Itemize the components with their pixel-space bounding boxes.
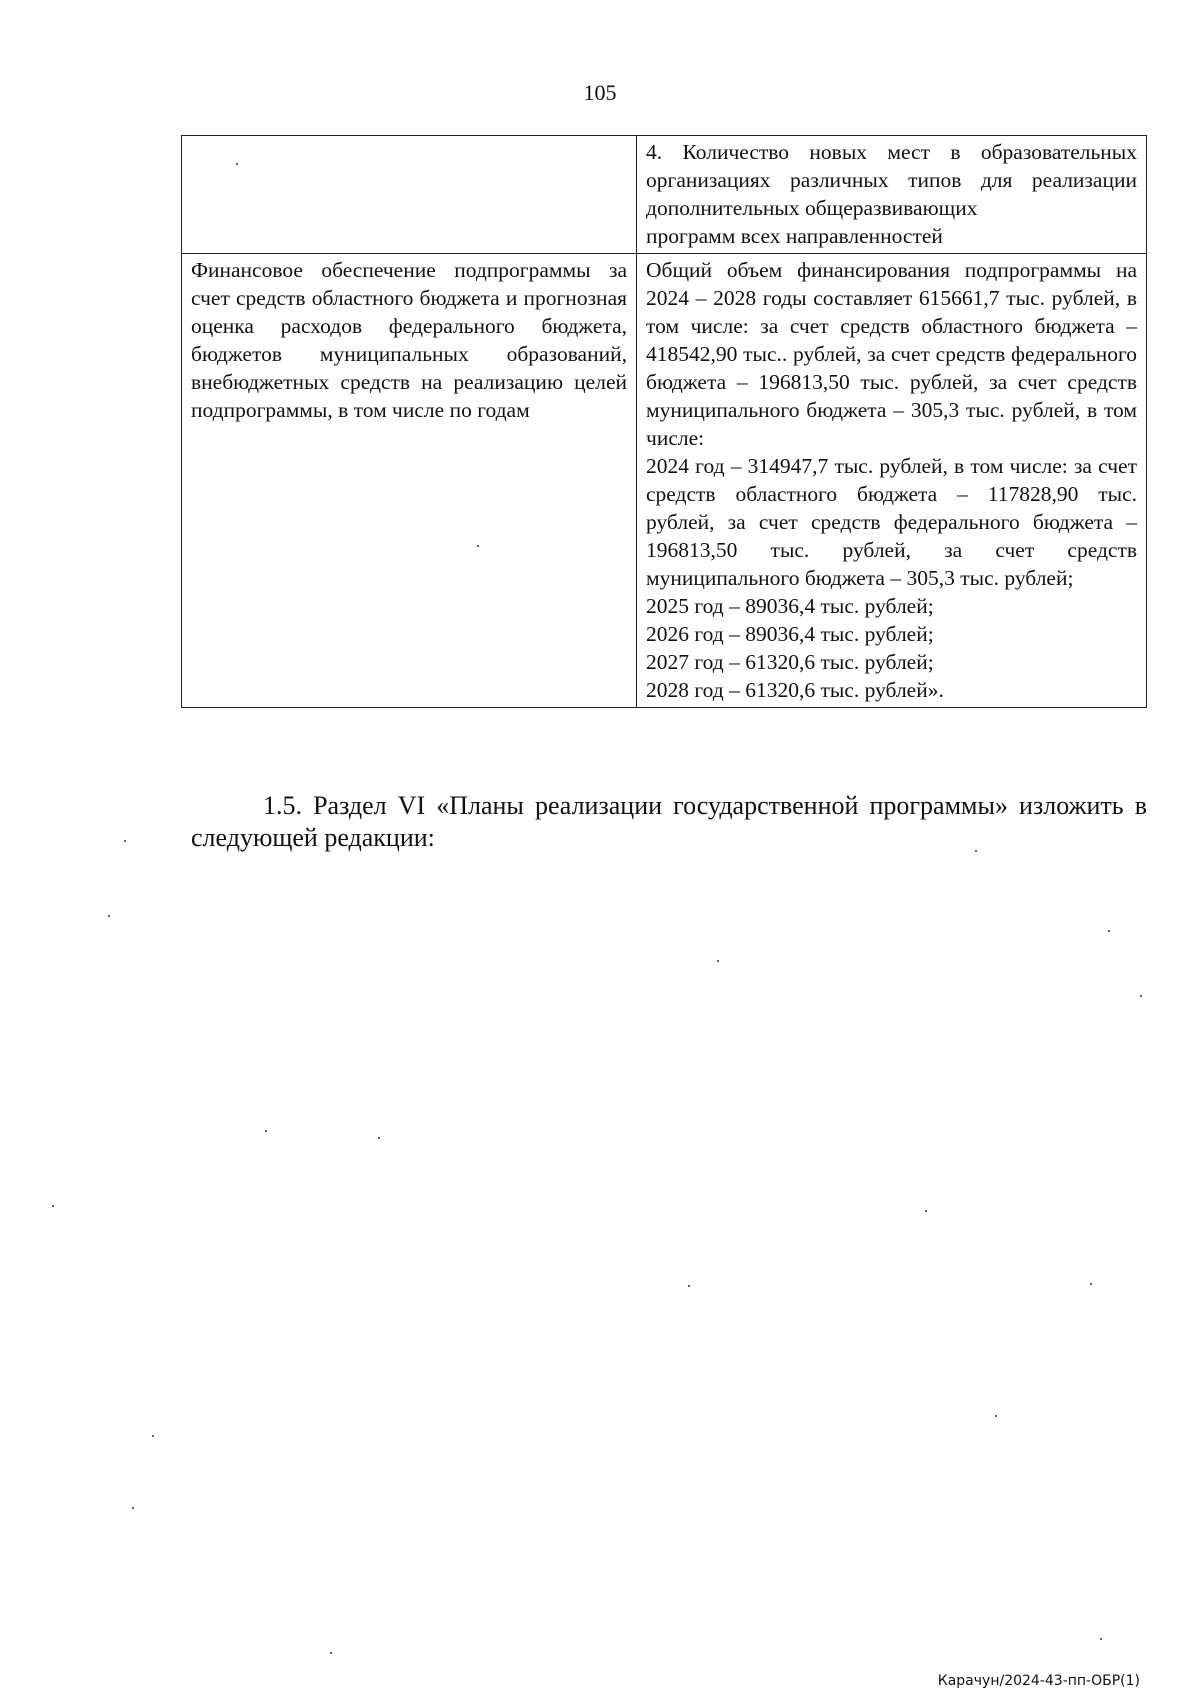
financing-2026-text: 2026 год – 89036,4 тыс. рублей; xyxy=(646,622,934,646)
scan-speck xyxy=(132,1507,134,1509)
scan-speck xyxy=(925,1210,927,1212)
scan-speck xyxy=(236,163,238,165)
indicator-text-tail: программ всех направленностей xyxy=(646,224,943,248)
scan-speck xyxy=(688,1285,690,1287)
scan-speck xyxy=(330,1652,332,1654)
indicator-text: 4. Количество новых мест в образовательных организациях различных типов для реализации дополнительных общеразвивающих xyxy=(646,140,1137,220)
scan-speck xyxy=(378,1137,380,1139)
scan-speck xyxy=(1100,1638,1102,1640)
scan-speck xyxy=(152,1435,154,1437)
document-code: Карачун/2024-43-пп-ОБР(1) xyxy=(937,1673,1140,1689)
passport-table xyxy=(181,135,1147,708)
financing-2028-text: 2028 год – 61320,6 тыс. рублей». xyxy=(646,678,944,702)
table-row xyxy=(182,136,1147,254)
scan-speck xyxy=(975,850,977,852)
financing-total-text: Общий объем финансирования подпрограммы на 2024 – 2028 годы составляет 615661,7 тыс. рублей, в том числе: за счет средств областного бюджета – 418542,90 тыс.. рублей, за счет средств федерального бюджета – 196813,50 тыс. рублей, за счет средств муниципального бюджета – 305,3 тыс. рублей, в том числе: xyxy=(646,258,1137,450)
scan-speck xyxy=(995,1415,997,1417)
scan-speck xyxy=(717,960,719,962)
scan-speck xyxy=(1090,1283,1092,1285)
scan-speck xyxy=(1108,930,1110,932)
scan-speck xyxy=(124,840,126,842)
financing-2025-text: 2025 год – 89036,4 тыс. рублей; xyxy=(646,594,934,618)
table-row xyxy=(182,254,1147,708)
financing-label-cell: Финансовое обеспечение подпрограммы за счет средств областного бюджета и прогнозная оценка расходов федерального бюджета, бюджетов муниципальных образований, внебюджетных средств на реализацию целей подпрограммы, в том числе по годам xyxy=(182,254,637,708)
financing-2027-text: 2027 год – 61320,6 тыс. рублей; xyxy=(646,650,934,674)
scan-speck xyxy=(52,1205,54,1207)
financing-value-cell xyxy=(637,254,1147,708)
table-cell-empty xyxy=(182,136,637,254)
section-paragraph: 1.5. Раздел VI «Планы реализации государственной программы» изложить в следующей редакции: xyxy=(191,791,1147,852)
scan-speck xyxy=(265,1130,267,1132)
page-number: 105 xyxy=(583,80,617,105)
table-cell-indicator xyxy=(637,136,1147,254)
financing-2024-text: 2024 год – 314947,7 тыс. рублей, в том числе: за счет средств областного бюджета – 117828,90 тыс. рублей, за счет средств федерального бюджета – 196813,50 тыс. рублей, за счет средств муниципального бюджета – 305,3 тыс. рублей; xyxy=(646,454,1137,590)
scan-speck xyxy=(1140,995,1142,997)
scan-speck xyxy=(108,915,110,917)
scan-speck xyxy=(477,545,479,547)
